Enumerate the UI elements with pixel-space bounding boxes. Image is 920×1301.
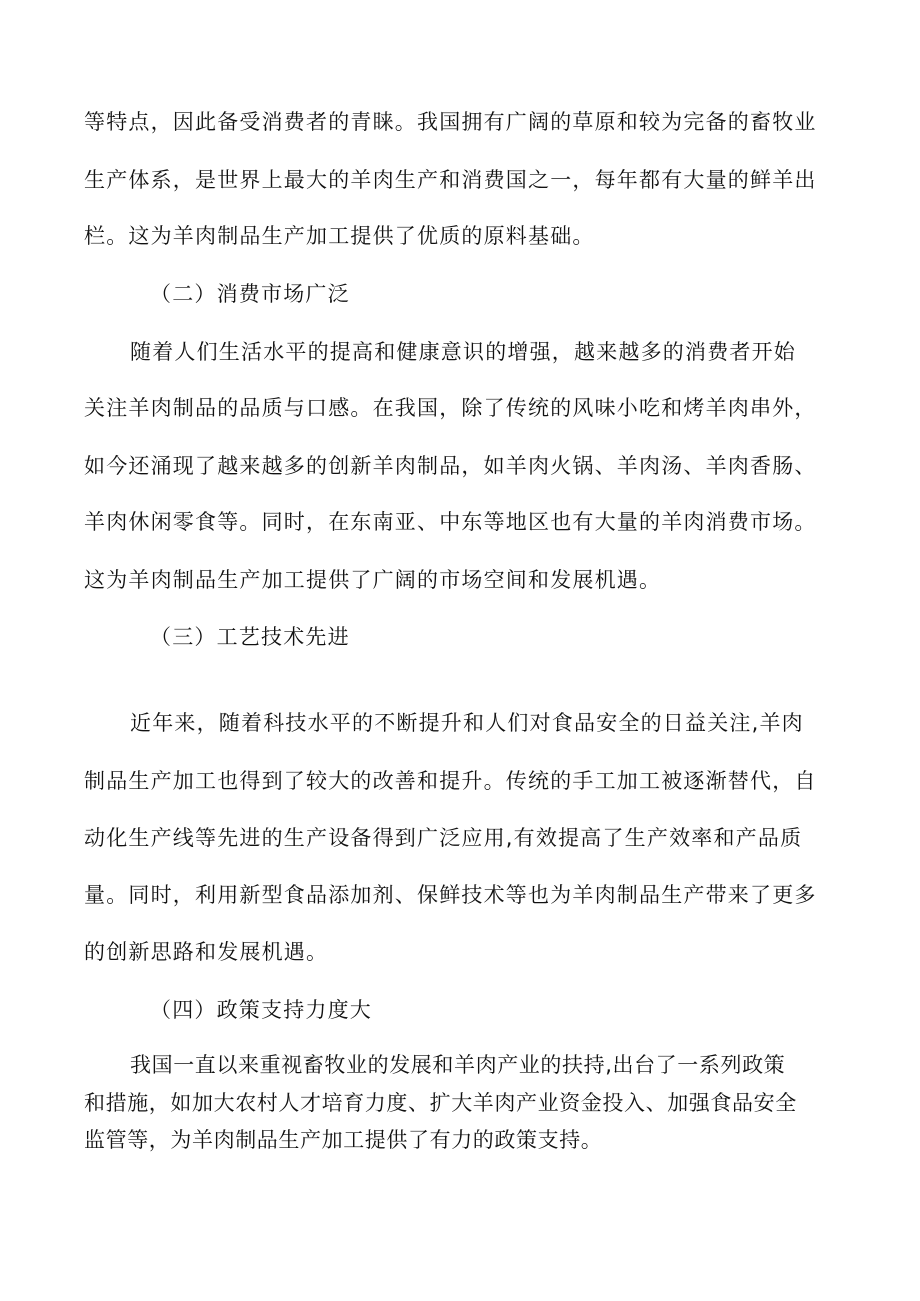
section-heading-3: （三）工艺技术先进 bbox=[150, 625, 350, 649]
text-line: 栏。这为羊肉制品生产加工提供了优质的原料基础。 bbox=[84, 224, 595, 248]
text-line: 如今还涌现了越来越多的创新羊肉制品，如羊肉火锅、羊肉汤、羊肉香肠、 bbox=[84, 454, 817, 478]
text-line: 量。同时，利用新型食品添加剂、保鲜技术等也为羊肉制品生产带来了更多 bbox=[84, 883, 817, 907]
text-line: 关注羊肉制品的品质与口感。在我国，除了传统的风味小吃和烤羊肉串外， bbox=[84, 396, 817, 420]
text-line: 制品生产加工也得到了较大的改善和提升。传统的手工加工被逐渐替代，自 bbox=[84, 769, 817, 793]
text-line: 羊肉休闲零食等。同时，在东南亚、中东等地区也有大量的羊肉消费市场。 bbox=[84, 510, 817, 534]
text-line: 近年来，随着科技水平的不断提升和人们对食品安全的日益关注,羊肉 bbox=[130, 711, 804, 735]
text-line: 生产体系，是世界上最大的羊肉生产和消费国之一，每年都有大量的鲜羊出 bbox=[84, 168, 817, 192]
section-heading-2: （二）消费市场广泛 bbox=[150, 282, 350, 306]
text-line: 等特点，因此备受消费者的青睐。我国拥有广阔的草原和较为完备的畜牧业 bbox=[84, 110, 817, 134]
text-line: 随着人们生活水平的提高和健康意识的增强，越来越多的消费者开始 bbox=[130, 340, 796, 364]
text-line: 我国一直以来重视畜牧业的发展和羊肉产业的扶持,出台了一系列政策 bbox=[130, 1053, 786, 1077]
text-line: 和措施，如加大农村人才培育力度、扩大羊肉产业资金投入、加强食品安全 bbox=[84, 1091, 797, 1115]
text-line: 的创新思路和发展机遇。 bbox=[84, 940, 329, 964]
section-heading-4: （四）政策支持力度大 bbox=[150, 998, 372, 1022]
text-line: 动化生产线等先进的生产设备得到广泛应用,有效提高了生产效率和产品质 bbox=[84, 826, 803, 850]
text-line: 这为羊肉制品生产加工提供了广阔的市场空间和发展机遇。 bbox=[84, 568, 662, 592]
text-line: 监管等，为羊肉制品生产加工提供了有力的政策支持。 bbox=[84, 1128, 603, 1152]
